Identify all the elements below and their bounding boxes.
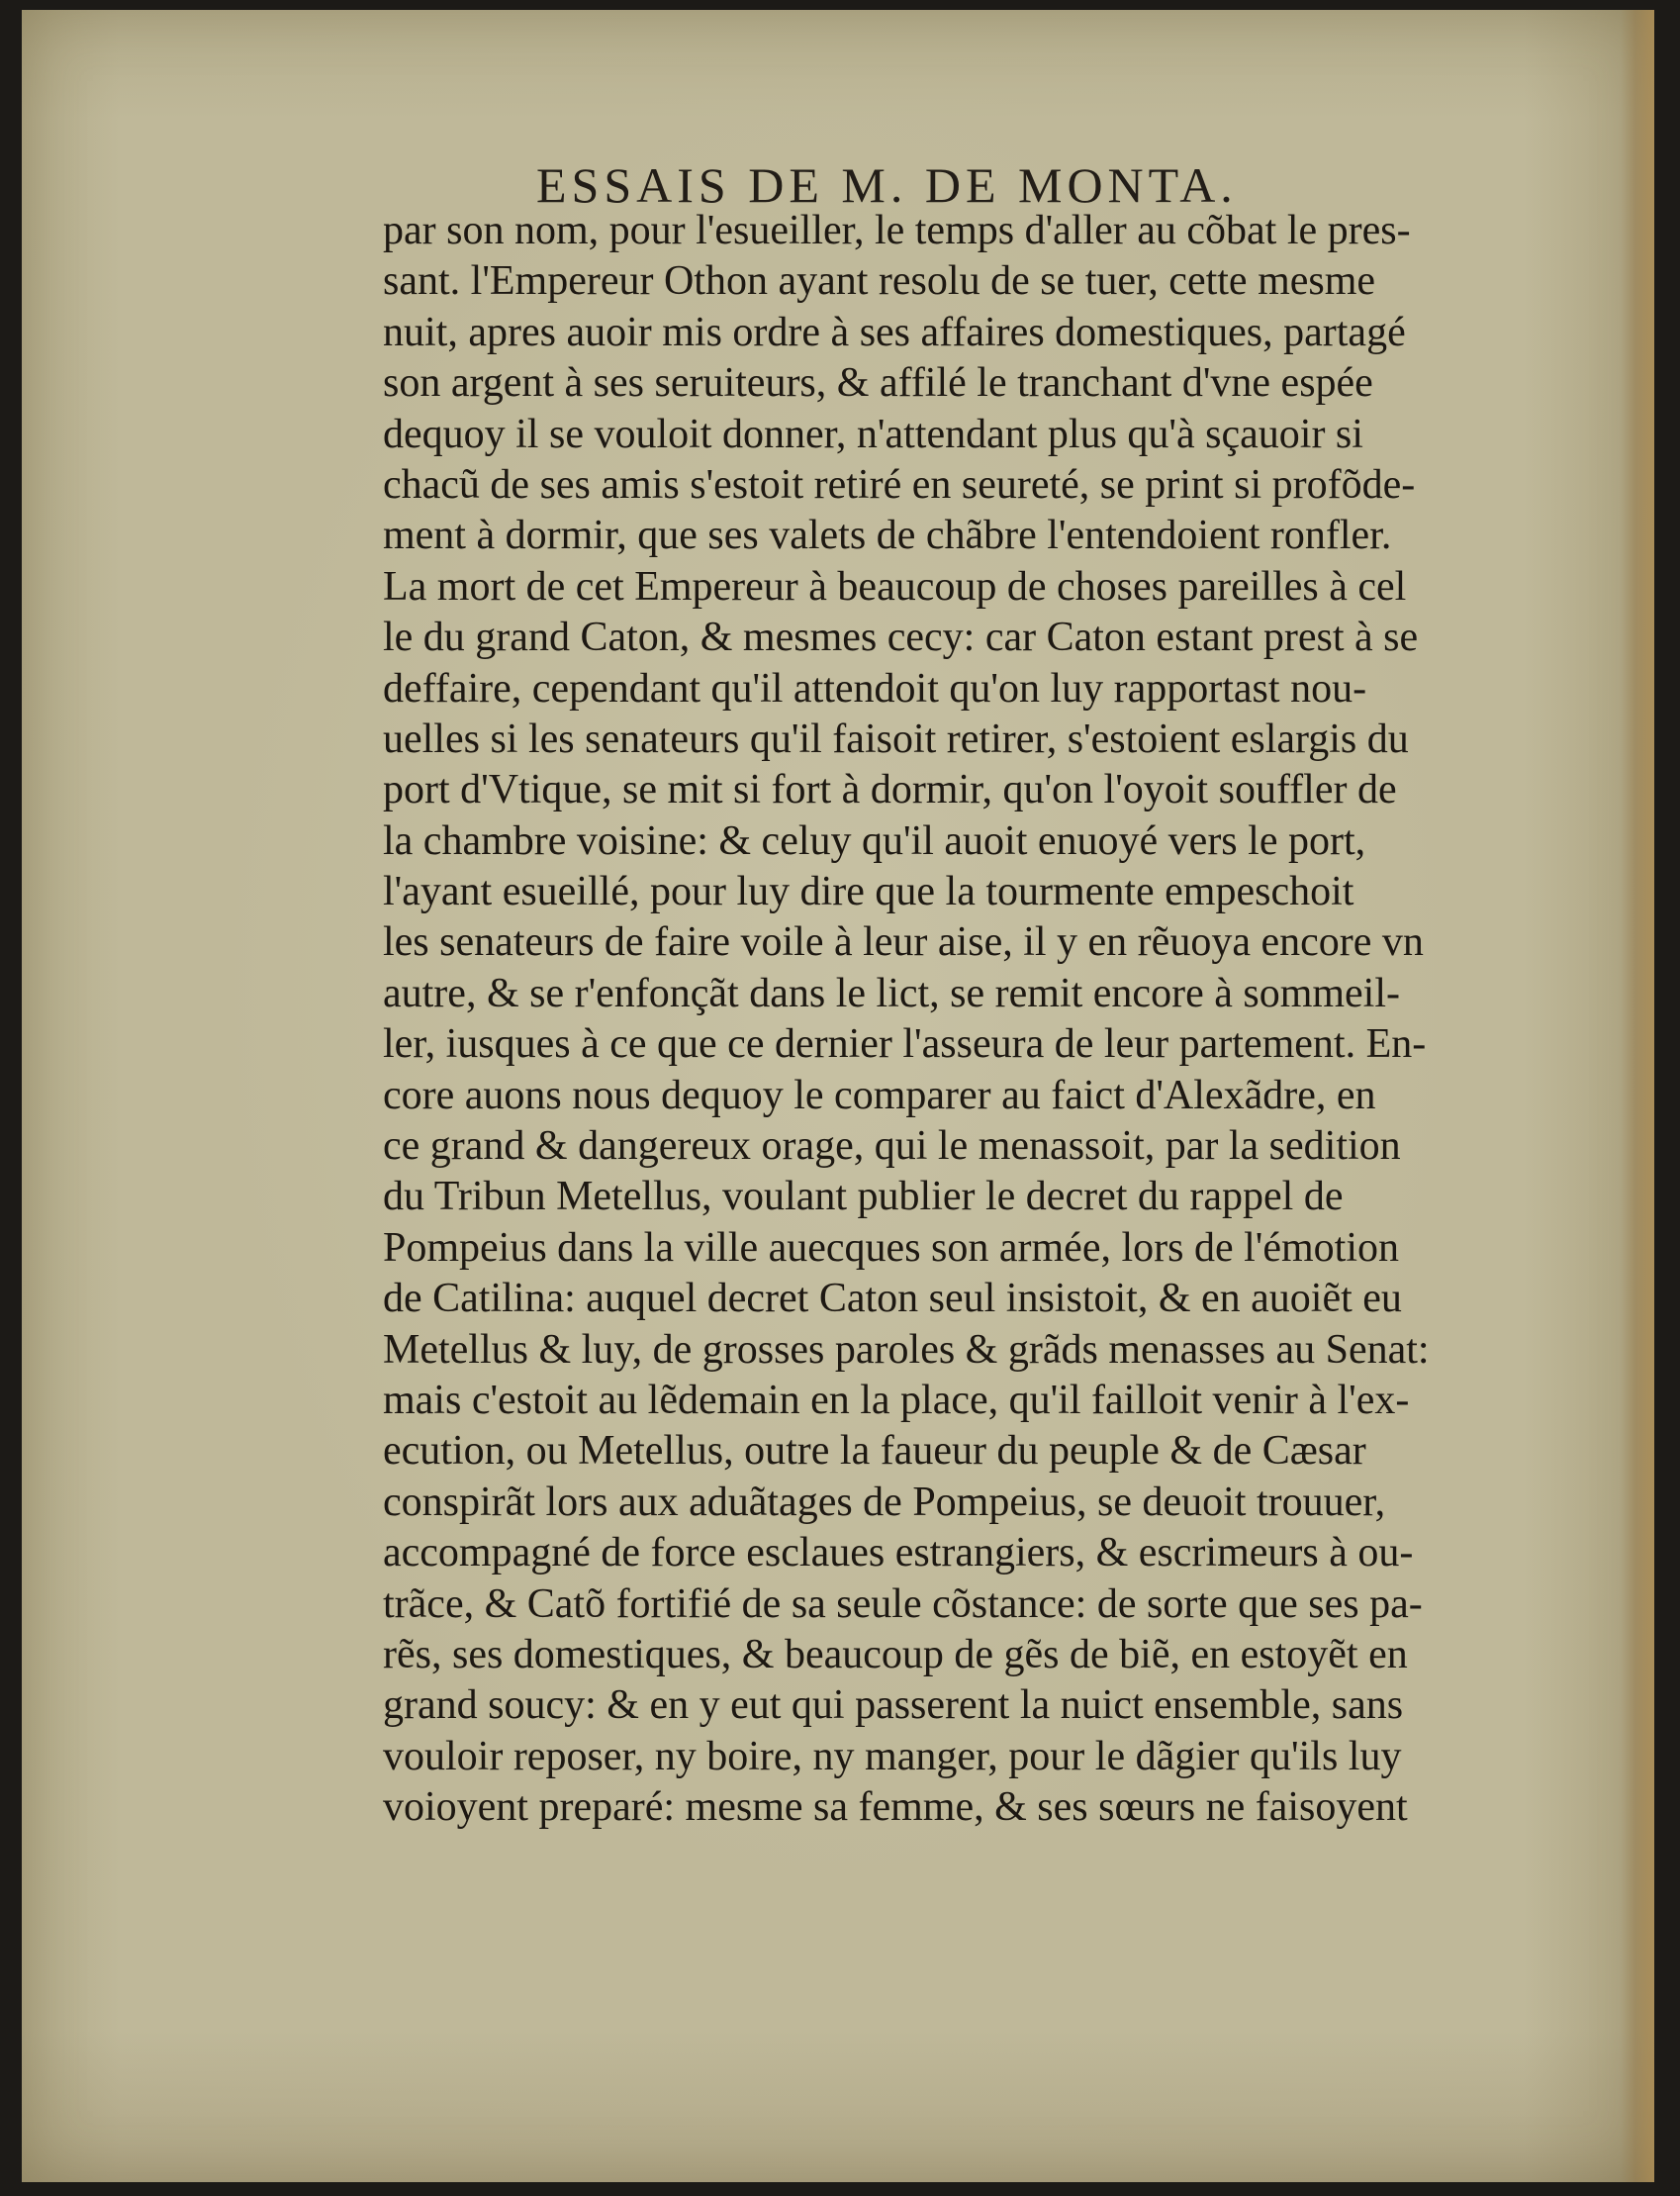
text-line: nuit, apres auoir mis ordre à ses affaires domestiques, partagé	[383, 309, 1406, 355]
text-line: Metellus & luy, de grosses paroles & grãds menasses au Senat:	[383, 1326, 1430, 1373]
text-line: ler, iusques à ce que ce dernier l'asseura de leur partement. En-	[383, 1021, 1427, 1068]
page-edge-shading	[1621, 10, 1654, 2182]
text-line: grand soucy: & en y eut qui passerent la nuict ensemble, sans	[383, 1682, 1404, 1729]
text-line: Pompeius dans la ville auecques son armée, lors de l'émotion	[383, 1224, 1399, 1271]
text-line: accompagné de force esclaues estrangiers, & escrimeurs à ou-	[383, 1530, 1414, 1576]
text-line: voioyent preparé: mesme sa femme, & ses sœurs ne faisoyent	[383, 1784, 1408, 1831]
text-line: la chambre voisine: & celuy qu'il auoit enuoyé vers le port,	[383, 817, 1366, 864]
text-line: ecution, ou Metellus, outre la faueur du peuple & de Cæsar	[383, 1428, 1366, 1475]
text-line: ce grand & dangereux orage, qui le menassoit, par la sedition	[383, 1123, 1401, 1170]
text-line: son argent à ses seruiteurs, & affilé le tranchant d'vne espée	[383, 360, 1373, 407]
text-line: La mort de cet Empereur à beaucoup de choses pareilles à cel	[383, 563, 1407, 610]
text-line: du Tribun Metellus, voulant publier le decret du rappel de	[383, 1174, 1344, 1220]
text-line: rẽs, ses domestiques, & beaucoup de gẽs de biẽ, en estoyẽt en	[383, 1631, 1408, 1677]
text-line: le du grand Caton, & mesmes cecy: car Caton estant prest à se	[383, 615, 1419, 661]
text-line: conspirãt lors aux aduãtages de Pompeius, se deuoit trouuer,	[383, 1479, 1386, 1525]
text-line: de Catilina: auquel decret Caton seul insistoit, & en auoiẽt eu	[383, 1276, 1402, 1322]
text-line: ment à dormir, que ses valets de chãbre l'entendoient ronfler.	[383, 513, 1392, 559]
text-line: autre, & se r'enfonçãt dans le lict, se remit encore à sommeil-	[383, 970, 1400, 1016]
text-line: deffaire, cependant qu'il attendoit qu'on luy rapportast nou-	[383, 665, 1367, 712]
text-line: par son nom, pour l'esueiller, le temps d'aller au cõbat le pres-	[383, 208, 1411, 253]
text-line: sant. l'Empereur Othon ayant resolu de se tuer, cette mesme	[383, 258, 1376, 305]
body-text	[383, 206, 1461, 1834]
text-line: mais c'estoit au lẽdemain en la place, qu'il failloit venir à l'ex-	[383, 1377, 1410, 1423]
text-line: dequoy il se vouloit donner, n'attendant plus qu'à sçauoir si	[383, 411, 1363, 457]
text-line: l'ayant esueillé, pour luy dire que la tourmente empeschoit	[383, 869, 1354, 915]
text-line: chacũ de ses amis s'estoit retiré en seureté, se print si profõde-	[383, 461, 1416, 508]
text-line: trãce, & Catõ fortifié de sa seule cõstance: de sorte que ses pa-	[383, 1580, 1423, 1627]
running-head: ESSAIS DE M. DE MONTA.	[536, 157, 1238, 213]
text-line: port d'Vtique, se mit si fort à dormir, qu'on l'oyoit souffler de	[383, 767, 1397, 813]
text-line: uelles si les senateurs qu'il faisoit retirer, s'estoient eslargis du	[383, 716, 1409, 762]
text-line: core auons nous dequoy le comparer au faict d'Alexãdre, en	[383, 1072, 1376, 1118]
book-page	[22, 10, 1654, 2182]
text-line: les senateurs de faire voile à leur aise, il y en rẽuoya encore vn	[383, 919, 1424, 966]
text-line: vouloir reposer, ny boire, ny manger, pour le dãgier qu'ils luy	[383, 1733, 1402, 1779]
